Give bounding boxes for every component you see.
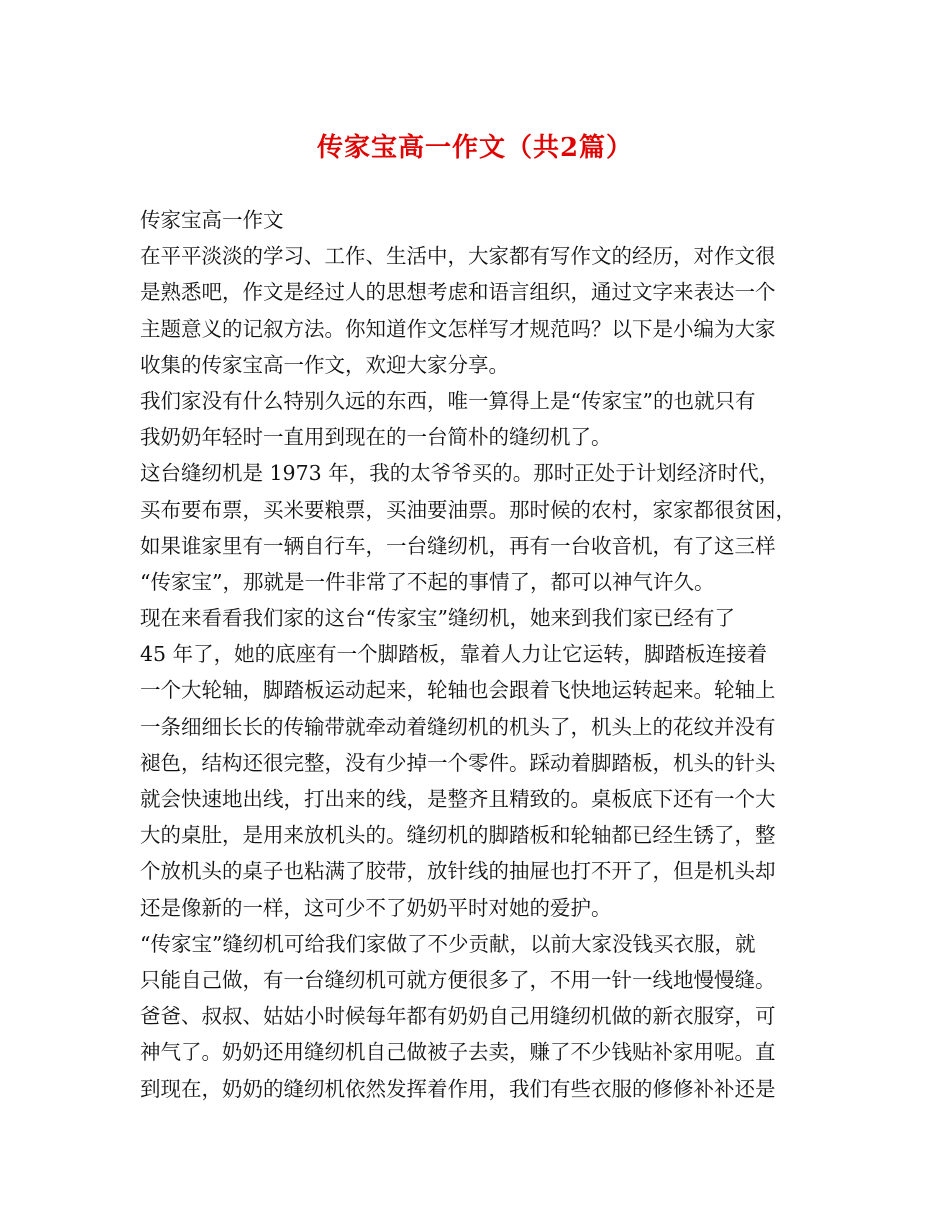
text-line: 收集的传家宝高一作文，欢迎大家分享。 bbox=[140, 352, 509, 377]
text-line: 如果谁家里有一辆自行车，一台缝纫机，再有一台收音机，有了这三样 bbox=[140, 533, 776, 558]
document-body bbox=[140, 202, 840, 1107]
text-line: “传家宝”缝纫机可给我们家做了不少贡献，以前大家没钱买衣服，就 bbox=[140, 931, 756, 956]
text-line: 只能自己做，有一台缝纫机可就方便很多了，不用一针一线地慢慢缝。 bbox=[140, 967, 776, 992]
text-line: 爸爸、叔叔、姑姑小时候每年都有奶奶自己用缝纫机做的新衣服穿，可 bbox=[140, 1004, 776, 1029]
text-line: 一个大轮轴，脚踏板运动起来，轮轴也会跟着飞快地运转起来。轮轴上 bbox=[140, 678, 776, 703]
text-line: 我奶奶年轻时一直用到现在的一台简朴的缝纫机了。 bbox=[140, 425, 612, 450]
text-line: 到现在，奶奶的缝纫机依然发挥着作用，我们有些衣服的修修补补还是 bbox=[140, 1076, 776, 1101]
text-line: 是熟悉吧，作文是经过人的思想考虑和语言组织，通过文字来表达一个 bbox=[140, 280, 776, 305]
text-line: 买布要布票，买米要粮票，买油要油票。那时候的农村，家家都很贫困， bbox=[140, 497, 796, 522]
text-line: 45 年了，她的底座有一个脚踏板，靠着人力让它运转，脚踏板连接着 bbox=[140, 642, 768, 667]
text-line: 在平平淡淡的学习、工作、生活中，大家都有写作文的经历，对作文很 bbox=[140, 244, 776, 269]
text-line: 一条细细长长的传输带就牵动着缝纫机的机头了，机头上的花纹并没有 bbox=[140, 714, 776, 739]
text-line: 就会快速地出线，打出来的线，是整齐且精致的。桌板底下还有一个大 bbox=[140, 787, 776, 811]
text-line: 主题意义的记叙方法。你知道作文怎样写才规范吗？以下是小编为大家 bbox=[140, 316, 776, 341]
text-line: 现在来看看我们家的这台“传家宝”缝纫机，她来到我们家已经有了 bbox=[140, 606, 735, 631]
document-title: 传家宝高一作文（共2篇） bbox=[316, 133, 634, 163]
text-line: 褪色，结构还很完整，没有少掉一个零件。踩动着脚踏板，机头的针头 bbox=[140, 750, 776, 775]
text-line: 这台缝纫机是 1973 年，我的太爷爷买的。那时正处于计划经济时代， bbox=[140, 461, 780, 486]
text-line: 还是像新的一样，这可少不了奶奶平时对她的爱护。 bbox=[140, 895, 612, 920]
text-line: 我们家没有什么特别久远的东西，唯一算得上是“传家宝”的也就只有 bbox=[140, 388, 756, 413]
text-line: 大的桌肚，是用来放机头的。缝纫机的脚踏板和轮轴都已经生锈了，整 bbox=[140, 823, 776, 848]
text-line: 传家宝高一作文 bbox=[140, 208, 284, 232]
text-line: 个放机头的桌子也粘满了胶带，放针线的抽屉也打不开了，但是机头却 bbox=[140, 859, 776, 884]
text-line: “传家宝”，那就是一件非常了不起的事情了，都可以神气许久。 bbox=[140, 569, 715, 594]
text-line: 神气了。奶奶还用缝纫机自己做被子去卖，赚了不少钱贴补家用呢。直 bbox=[140, 1040, 776, 1065]
